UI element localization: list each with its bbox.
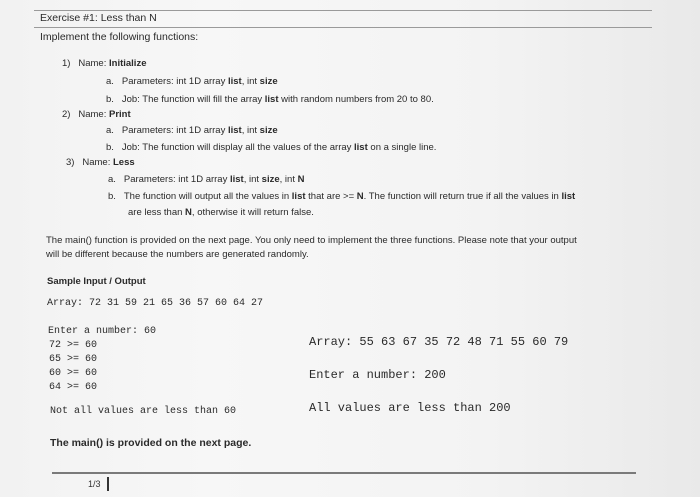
params-text: Parameters: int 1D array — [121, 76, 228, 87]
params-text: Parameters: int 1D array — [123, 174, 230, 185]
params-text: , int — [279, 174, 298, 185]
sample-left-result: 64 >= 60 — [49, 382, 98, 393]
page-number: 1/3 — [88, 477, 109, 491]
sample-right-array: Array: 55 63 67 35 72 48 71 55 60 79 — [309, 335, 569, 349]
sample-left-final: Not all values are less than 60 — [50, 406, 237, 417]
sample-left-result: 72 >= 60 — [49, 340, 98, 351]
sample-heading: Sample Input / Output — [47, 276, 146, 287]
function-3-job — [108, 191, 575, 202]
bold-term: N — [185, 207, 192, 218]
list-marker: a. — [106, 125, 114, 136]
list-marker: a. — [108, 174, 116, 185]
job-text: are less than — [128, 207, 186, 218]
list-marker: a. — [106, 76, 114, 87]
bold-term: list — [229, 174, 244, 185]
main-note-line: The main() function is provided on the next page. You only need to implement the three functions. Please note that your output — [46, 235, 577, 246]
job-text: with random numbers from 20 to 80. — [278, 94, 434, 105]
function-number: 1) — [62, 58, 71, 69]
title-rule — [34, 27, 652, 28]
function-1-name — [62, 58, 146, 69]
job-text: . The function will return true if all the values in — [363, 191, 562, 202]
function-1-params — [106, 76, 278, 87]
name-label: Name: — [78, 58, 109, 69]
job-text: The function will output all the values in — [123, 191, 292, 202]
job-text: Job: The function will fill the array — [121, 94, 265, 105]
params-text: , int — [243, 174, 262, 185]
bold-term: list — [561, 191, 576, 202]
name-label: Name: — [78, 109, 109, 120]
sample-right-prompt: Enter a number: 200 — [309, 368, 446, 382]
bold-term: N — [297, 174, 305, 185]
bold-term: list — [227, 125, 242, 136]
job-text: that are >= — [305, 191, 357, 202]
name-label: Name: — [82, 157, 113, 168]
sample-left-result: 60 >= 60 — [49, 368, 98, 379]
function-3-name — [66, 157, 135, 168]
list-marker: b. — [108, 191, 116, 202]
bold-term: list — [227, 76, 242, 87]
footer-note: The main() is provided on the next page. — [50, 437, 252, 449]
bold-term: size — [261, 174, 280, 185]
bottom-rule — [52, 472, 636, 474]
job-text: Job: The function will display all the values of the array — [121, 142, 355, 153]
params-text: , int — [241, 76, 260, 87]
function-name: Less — [113, 157, 135, 168]
main-note-line: will be different because the numbers are generated randomly. — [46, 249, 309, 260]
sample-left-array: Array: 72 31 59 21 65 36 57 60 64 27 — [47, 298, 264, 309]
bold-term: list — [354, 142, 368, 153]
function-3-job-line2 — [128, 207, 314, 218]
params-text: , int — [241, 125, 260, 136]
exercise-subtitle: Implement the following functions: — [40, 31, 199, 43]
function-2-name — [62, 109, 131, 120]
list-marker: b. — [106, 94, 114, 105]
sample-left-result: 65 >= 60 — [49, 354, 98, 365]
bold-term: list — [291, 191, 306, 202]
function-3-params — [108, 174, 304, 185]
job-text: on a single line. — [367, 142, 437, 153]
function-1-job — [106, 94, 434, 105]
sample-left-prompt: Enter a number: 60 — [48, 326, 157, 337]
bold-term: N — [356, 191, 364, 202]
function-number: 2) — [62, 109, 71, 120]
function-2-params — [106, 125, 278, 136]
function-name: Initialize — [109, 58, 147, 69]
params-text: Parameters: int 1D array — [121, 125, 228, 136]
job-text: , otherwise it will return false. — [191, 207, 314, 218]
main-note — [46, 234, 577, 262]
bold-term: size — [259, 76, 278, 87]
function-name: Print — [109, 109, 131, 120]
exercise-title: Exercise #1: Less than N — [40, 12, 157, 24]
function-2-job — [106, 142, 436, 153]
function-number: 3) — [66, 157, 75, 168]
list-marker: b. — [106, 142, 114, 153]
bold-term: size — [259, 125, 278, 136]
top-rule — [34, 10, 652, 11]
bold-term: list — [264, 94, 279, 105]
sample-right-final: All values are less than 200 — [309, 401, 511, 415]
